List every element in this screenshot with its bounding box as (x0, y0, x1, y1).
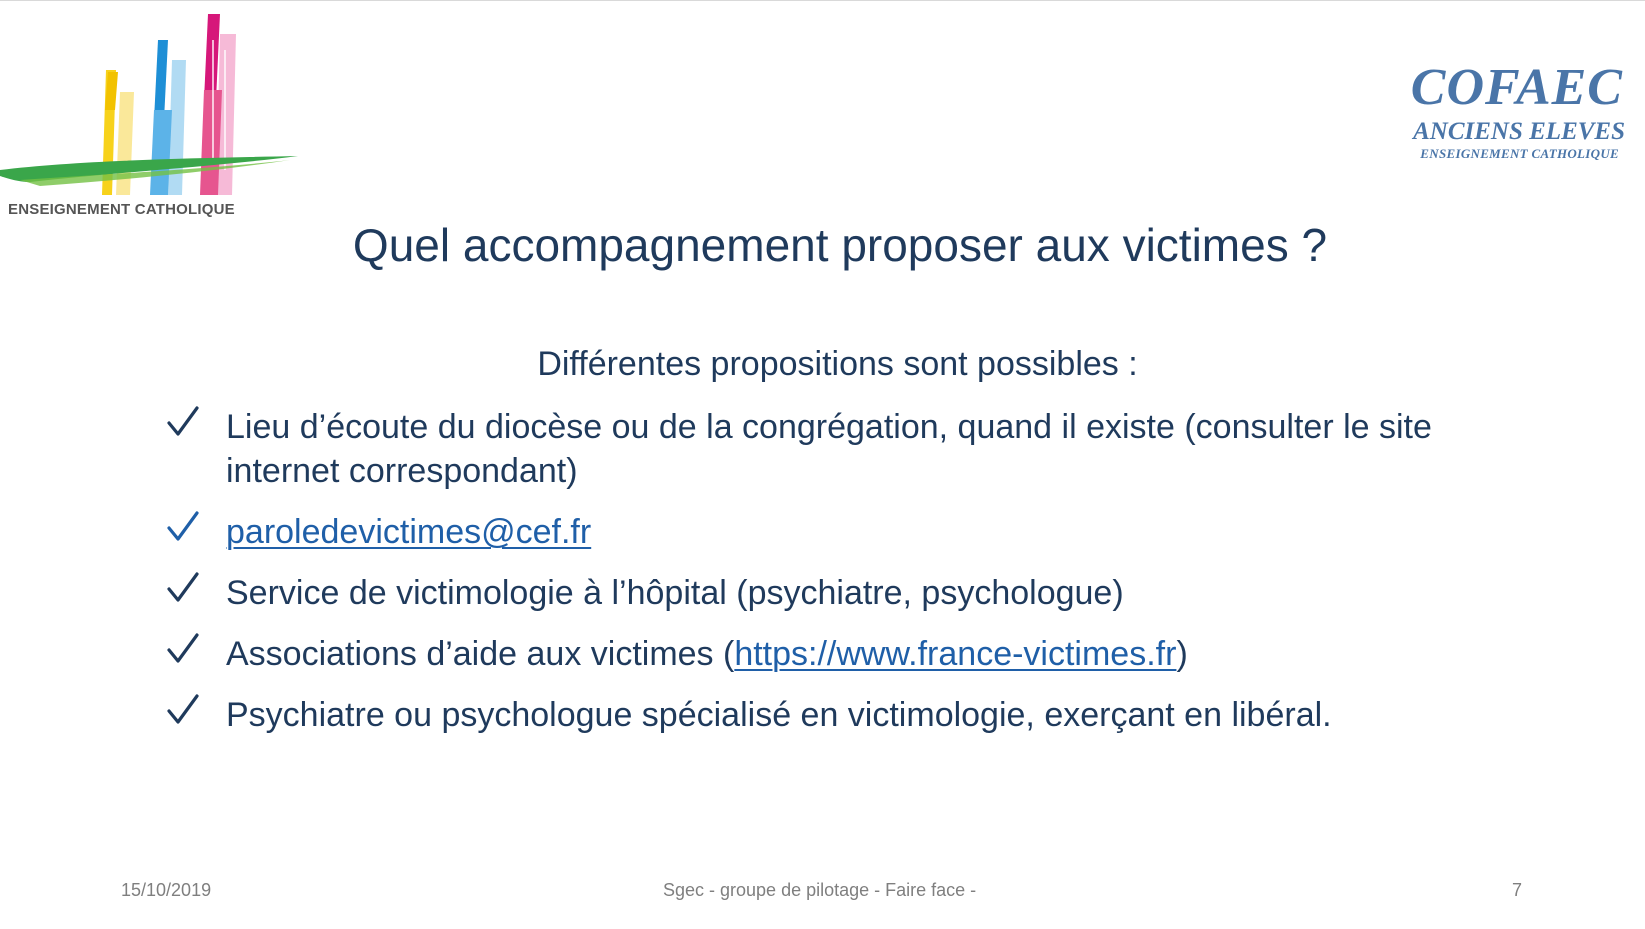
slide-title: Quel accompagnement proposer aux victimes ? (352, 219, 1328, 271)
email-link[interactable]: paroledevictimes@cef.fr (226, 513, 592, 551)
website-link[interactable]: https://www.france-victimes.fr (734, 635, 1177, 673)
list-item-text: Service de victimologie à l’hôpital (psychiatre, psychologue) (226, 574, 1124, 612)
list-item (166, 571, 1506, 615)
list-item-suffix: ) (1176, 635, 1188, 673)
enseignement-catholique-logo (0, 10, 320, 218)
list-item (166, 632, 1506, 676)
list-item-text: Lieu d’écoute du diocèse ou de la congrégation, quand il existe (consulter le site internet correspondant) (226, 408, 1432, 490)
page-number: 7 (1512, 880, 1523, 900)
list-item (166, 405, 1506, 493)
list-item-text: Psychiatre ou psychologue spécialisé en victimologie, exerçant en libéral. (226, 696, 1332, 734)
cofaec-logo-title: COFAEC (1410, 59, 1623, 116)
cofaec-logo-subtitle: ANCIENS ELEVES (1413, 118, 1625, 145)
top-rule (0, 0, 1645, 1)
cofaec-logo (1365, 60, 1625, 162)
checkmark-icon (166, 632, 200, 668)
cofaec-logo-tagline: ENSEIGNEMENT CATHOLIQUE (1420, 146, 1619, 161)
list-item-prefix: Associations d’aide aux victimes ( (226, 635, 735, 673)
checkmark-icon (166, 571, 200, 607)
footer-center-text: Sgec - groupe de pilotage - Faire face - (663, 880, 977, 900)
intro-text: Différentes propositions sont possibles : (537, 345, 1138, 383)
checkmark-icon (166, 405, 200, 441)
enseignement-catholique-logo-text: ENSEIGNEMENT CATHOLIQUE (8, 201, 235, 218)
list-item (166, 693, 1506, 737)
footer-date: 15/10/2019 (121, 880, 212, 900)
list-item (166, 510, 1506, 554)
enseignement-catholique-logo-graphic (0, 10, 320, 215)
checkmark-icon (166, 510, 200, 546)
bullet-list (166, 405, 1506, 754)
checkmark-icon (166, 693, 200, 729)
